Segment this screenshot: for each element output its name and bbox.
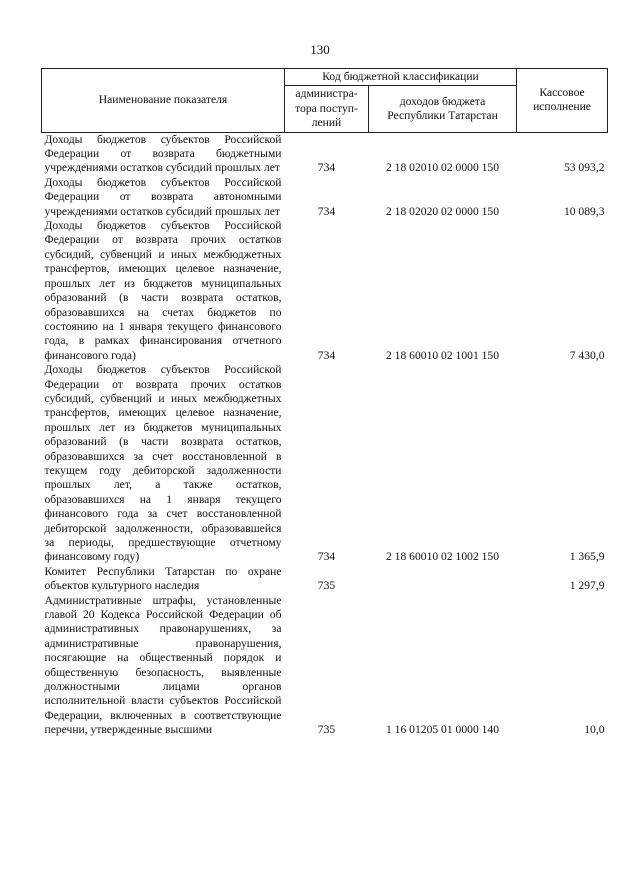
- row-name: Доходы бюджетов субъектов Российской Федерации от возврата прочих остатков субсидий, субвенций и иных межбюджетных трансфертов, имеющих целевое назначение, прошлых лет из бюджетов муниципальных образований (в части возврата остатков, образовавшихся за счет восстановленной в текущем году дебиторской задолженности прошлых лет, а также остатков, образовавшихся на 1 января текущего финансового года за счет восстановленной дебиторской задолженности, образовавшейся за периоды, предшествующие отчетному финансовому году): [44, 363, 282, 564]
- row-admin-code: 734: [317, 161, 336, 175]
- table-row: [42, 565, 608, 594]
- header-indicator-name: Наименование показателя: [42, 69, 285, 133]
- table-row: [42, 363, 608, 565]
- table-row: [42, 132, 608, 176]
- header-execution: Кассовое исполнение: [517, 69, 608, 133]
- row-income-code: 2 18 60010 02 1002 150: [385, 550, 500, 564]
- row-income-code: 2 18 60010 02 1001 150: [385, 348, 500, 362]
- row-execution: 1 365,9: [569, 550, 605, 564]
- row-name: Комитет Республики Татарстан по охране объектов культурного наследия: [44, 564, 282, 593]
- row-name: Административные штрафы, установленные главой 20 Кодекса Российской Федерации об административных правонарушениях, за административные правонарушения, посягающие на общественный порядок и общественную безопасность, выявленные должностными лицами органов исполнительной власти субъектов Российской Федерации, включенных в соответствующие перечни, утвержденные высшими: [44, 593, 282, 737]
- row-execution: 10,0: [584, 723, 605, 737]
- row-income-code: 2 18 02010 02 0000 150: [385, 161, 500, 175]
- row-admin-code: 735: [317, 723, 336, 737]
- row-admin-code: 734: [317, 348, 336, 362]
- row-execution: 7 430,0: [569, 348, 605, 362]
- row-admin-code: 734: [317, 550, 336, 564]
- budget-table: [41, 68, 608, 738]
- row-name: Доходы бюджетов субъектов Российской Федерации от возврата прочих остатков субсидий, субвенций и иных межбюджетных трансфертов, имеющих целевое назначение, прошлых лет из бюджетов муниципальных образований (в части возврата остатков, образовавшихся на счетах бюджетов по состоянию на 1 января текущего финансового года, в рамках финансирования отчетного финансового года): [44, 219, 282, 362]
- table-row: [42, 594, 608, 738]
- row-execution: 53 093,2: [563, 161, 605, 175]
- row-admin-code: 735: [317, 579, 336, 593]
- row-income-code: 2 18 02020 02 0000 150: [385, 204, 500, 218]
- page-number: 130: [310, 42, 330, 57]
- header-code-group: Код бюджетной классификации: [285, 69, 517, 86]
- row-income-code: 1 16 01205 01 0000 140: [385, 723, 500, 737]
- row-execution: 10 089,3: [563, 204, 605, 218]
- header-admin-code: администра-тора поступ-лений: [285, 86, 369, 132]
- row-execution: 1 297,9: [569, 579, 605, 593]
- table-row: [42, 219, 608, 363]
- table-row: [42, 176, 608, 219]
- row-income-code: [369, 565, 517, 594]
- row-admin-code: 734: [317, 204, 336, 218]
- row-name: Доходы бюджетов субъектов Российской Федерации от возврата автономными учреждениями остатков субсидий прошлых лет: [44, 175, 282, 218]
- row-name: Доходы бюджетов субъектов Российской Федерации от возврата бюджетными учреждениями остатков субсидий прошлых лет: [44, 132, 282, 175]
- header-income-code: доходов бюджета Республики Татарстан: [369, 86, 517, 132]
